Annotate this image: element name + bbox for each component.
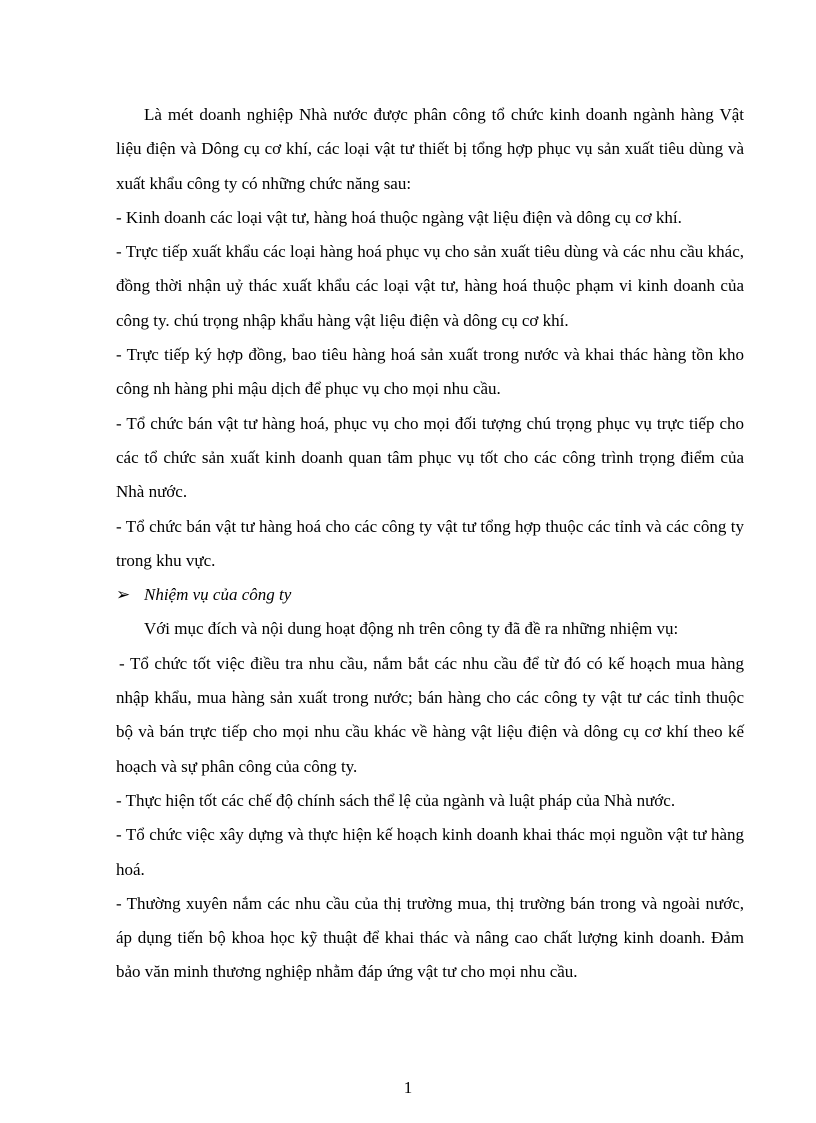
section-heading [116,578,744,612]
function-item-2: - Trực tiếp xuất khẩu các loại hàng hoá phục vụ cho sản xuất tiêu dùng và các nhu cầu khác, đồng thời nhận uỷ thác xuất khẩu các loại vật tư, hàng hoá thuộc phạm vi kinh doanh của công ty. chú trọng nhập khẩu hàng vật liệu điện và dông cụ cơ khí. [116,242,744,330]
function-item-5: - Tổ chức bán vật tư hàng hoá cho các công ty vật tư tổng hợp thuộc các tỉnh và các công ty trong khu vực. [116,516,744,570]
task-item-3: - Tổ chức việc xây dựng và thực hiện kế hoạch kinh doanh khai thác mọi nguồn vật tư hàng hoá. [116,825,744,879]
function-item-4: - Tổ chức bán vật tư hàng hoá, phục vụ cho mọi đối tượng chú trọng phục vụ trực tiếp cho các tổ chức sản xuất kinh doanh quan tâm phục vụ tốt cho các công trình trọng điểm của Nhà nước. [116,413,744,502]
section-heading-text: Nhiệm vụ của công ty [144,585,292,605]
function-item-3: - Trực tiếp ký hợp đồng, bao tiêu hàng hoá sản xuất trong nước và khai thác hàng tồn kho công nh hàng phi mậu dịch để phục vụ cho mọi nhu cầu. [116,345,744,399]
page-number: 1 [403,1078,413,1097]
task-item-4: - Thường xuyên nắm các nhu cầu của thị trường mua, thị trường bán trong và ngoài nước, áp dụng tiến bộ khoa học kỹ thuật để khai thác và nâng cao chất lượng kinh doanh. Đảm bảo văn minh thương nghiệp nhằm đáp ứng vật tư cho mọi nhu cầu. [116,893,744,982]
tasks-intro: Với mục đích và nội dung hoạt động nh trên công ty đã đề ra những nhiệm vụ: [144,619,679,639]
body-text [116,98,744,990]
arrow-bullet-icon: ➢ [116,585,131,605]
function-item-1: - Kinh doanh các loại vật tư, hàng hoá thuộc ngàng vật liệu điện và dông cụ cơ khí. [116,207,682,227]
task-item-1: - Tổ chức tốt việc điều tra nhu cầu, nắm bắt các nhu cầu để từ đó có kế hoạch mua hàng nhập khẩu, mua hàng sản xuất trong nước; bán hàng cho các công ty vật tư các tỉnh thuộc bộ và bán trực tiếp cho mọi nhu cầu khác về hàng vật liệu điện và dông cụ cơ khí theo kế hoạch và sự phân công của công ty. [116,653,744,776]
task-item-2: - Thực hiện tốt các chế độ chính sách thể lệ của ngành và luật pháp của Nhà nước. [116,790,676,810]
intro-paragraph: Là mét doanh nghiệp Nhà nước được phân công tổ chức kinh doanh ngành hàng Vật liệu điện và Dông cụ cơ khí, các loại vật tư thiết bị tổng hợp phục vụ sản xuất tiêu dùng và xuất khẩu công ty có những chức năng sau: [116,105,744,193]
